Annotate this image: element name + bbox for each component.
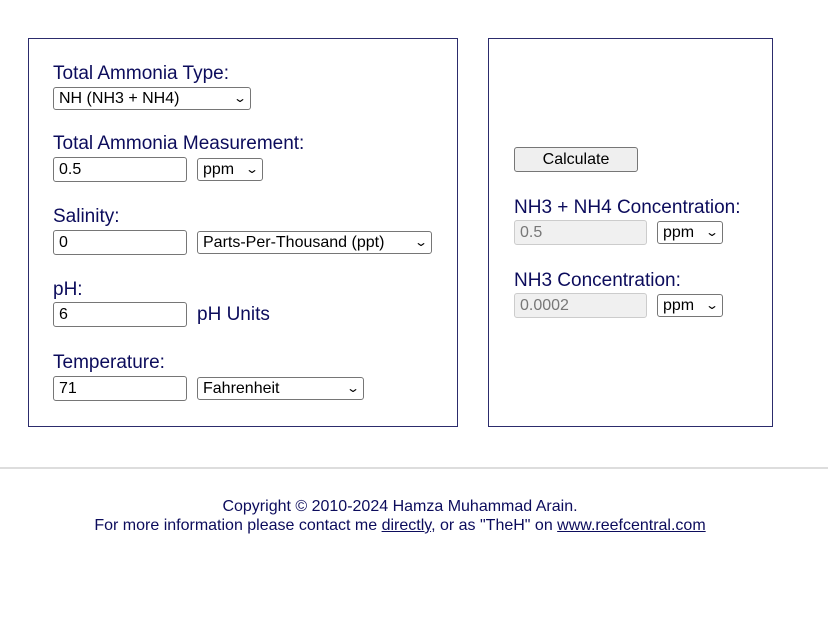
directly-link[interactable]: directly bbox=[381, 517, 432, 534]
total-concentration-unit-select[interactable] bbox=[657, 221, 723, 244]
ph-unit-label: pH Units bbox=[197, 304, 270, 325]
temperature-unit-select[interactable] bbox=[197, 377, 364, 400]
chevron-down-icon: ⌄ bbox=[704, 298, 720, 312]
measurement-input[interactable]: 0.5 bbox=[53, 157, 187, 182]
ammonia-type-select[interactable] bbox=[53, 87, 251, 110]
salinity-unit-select[interactable] bbox=[197, 231, 432, 254]
total-concentration-label: NH3 + NH4 Concentration: bbox=[514, 197, 741, 218]
salinity-input[interactable]: 0 bbox=[53, 230, 187, 255]
ph-label: pH: bbox=[53, 279, 83, 300]
contact-prefix: For more information please contact me bbox=[94, 517, 382, 534]
reefcentral-link[interactable]: www.reefcentral.com bbox=[557, 517, 706, 534]
ammonia-type-label: Total Ammonia Type: bbox=[53, 63, 230, 84]
measurement-unit-value: ppm bbox=[203, 161, 235, 178]
salinity-label: Salinity: bbox=[53, 206, 120, 227]
chevron-down-icon: ⌄ bbox=[413, 235, 429, 249]
salinity-unit-value: Parts-Per-Thousand (ppt) bbox=[203, 234, 385, 251]
nh3-concentration-output: 0.0002 bbox=[514, 293, 647, 318]
temperature-label: Temperature: bbox=[53, 352, 165, 373]
total-concentration-output: 0.5 bbox=[514, 220, 647, 245]
measurement-unit-select[interactable] bbox=[197, 158, 263, 181]
nh3-concentration-label: NH3 Concentration: bbox=[514, 270, 681, 291]
calculate-button[interactable]: Calculate bbox=[514, 147, 638, 172]
temperature-input[interactable]: 71 bbox=[53, 376, 187, 401]
chevron-down-icon: ⌄ bbox=[704, 225, 720, 239]
divider bbox=[0, 467, 828, 469]
ph-input[interactable]: 6 bbox=[53, 302, 187, 327]
measurement-label: Total Ammonia Measurement: bbox=[53, 133, 305, 154]
ammonia-type-value: NH (NH3 + NH4) bbox=[59, 90, 180, 107]
chevron-down-icon: ⌄ bbox=[232, 91, 248, 105]
copyright-text: Copyright © 2010-2024 Hamza Muhammad Arain. bbox=[222, 498, 578, 515]
nh3-unit-value: ppm bbox=[663, 297, 695, 314]
contact-text bbox=[0, 517, 800, 535]
temperature-unit-value: Fahrenheit bbox=[203, 380, 280, 397]
chevron-down-icon: ⌄ bbox=[345, 381, 361, 395]
chevron-down-icon: ⌄ bbox=[244, 162, 260, 176]
total-unit-value: ppm bbox=[663, 224, 695, 241]
nh3-concentration-unit-select[interactable] bbox=[657, 294, 723, 317]
contact-middle: , or as "TheH" on bbox=[431, 517, 558, 534]
